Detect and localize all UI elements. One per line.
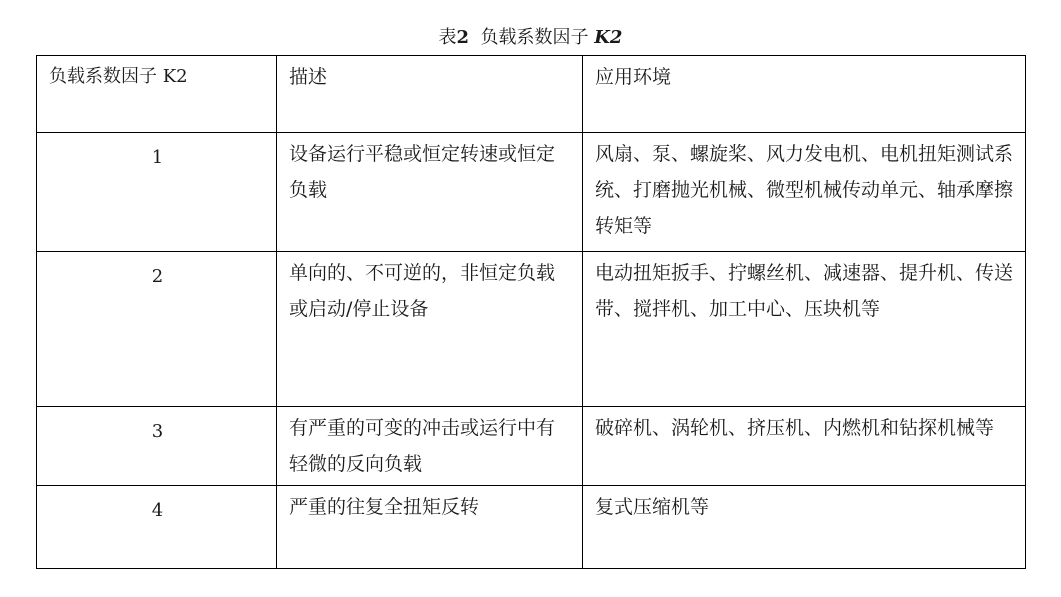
header-factor xyxy=(37,56,277,133)
table-row xyxy=(37,252,1026,407)
table-caption xyxy=(0,26,1061,50)
caption-variable: K2 xyxy=(594,27,623,48)
factor-cell: 4 xyxy=(37,486,277,569)
header-factor-label: 负载系数因子 xyxy=(49,66,157,87)
load-factor-table xyxy=(36,55,1026,569)
caption-number: 2 xyxy=(456,27,470,48)
description-cell: 有严重的可变的冲击或运行中有轻微的反向负载 xyxy=(277,407,583,486)
application-cell: 复式压缩机等 xyxy=(583,486,1026,569)
factor-cell: 1 xyxy=(37,133,277,252)
application-cell: 风扇、泵、螺旋桨、风力发电机、电机扭矩测试系统、打磨抛光机械、微型机械传动单元、轴承摩擦转矩等 xyxy=(583,133,1026,252)
description-cell: 设备运行平稳或恒定转速或恒定负载 xyxy=(277,133,583,252)
table-row xyxy=(37,486,1026,569)
factor-cell: 2 xyxy=(37,252,277,407)
description-cell: 严重的往复全扭矩反转 xyxy=(277,486,583,569)
caption-prefix: 表 xyxy=(438,27,457,48)
application-cell: 破碎机、涡轮机、挤压机、内燃机和钻探机械等 xyxy=(583,407,1026,486)
description-cell: 单向的、不可逆的，非恒定负载或启动/停止设备 xyxy=(277,252,583,407)
header-description: 描述 xyxy=(277,56,583,133)
factor-cell: 3 xyxy=(37,407,277,486)
table-header-row xyxy=(37,56,1026,133)
caption-title: 负载系数因子 xyxy=(480,27,589,48)
application-cell: 电动扭矩扳手、拧螺丝机、减速器、提升机、传送带、搅拌机、加工中心、压块机等 xyxy=(583,252,1026,407)
header-factor-code: K2 xyxy=(162,66,188,87)
header-application: 应用环境 xyxy=(583,56,1026,133)
table-row xyxy=(37,407,1026,486)
table-row xyxy=(37,133,1026,252)
